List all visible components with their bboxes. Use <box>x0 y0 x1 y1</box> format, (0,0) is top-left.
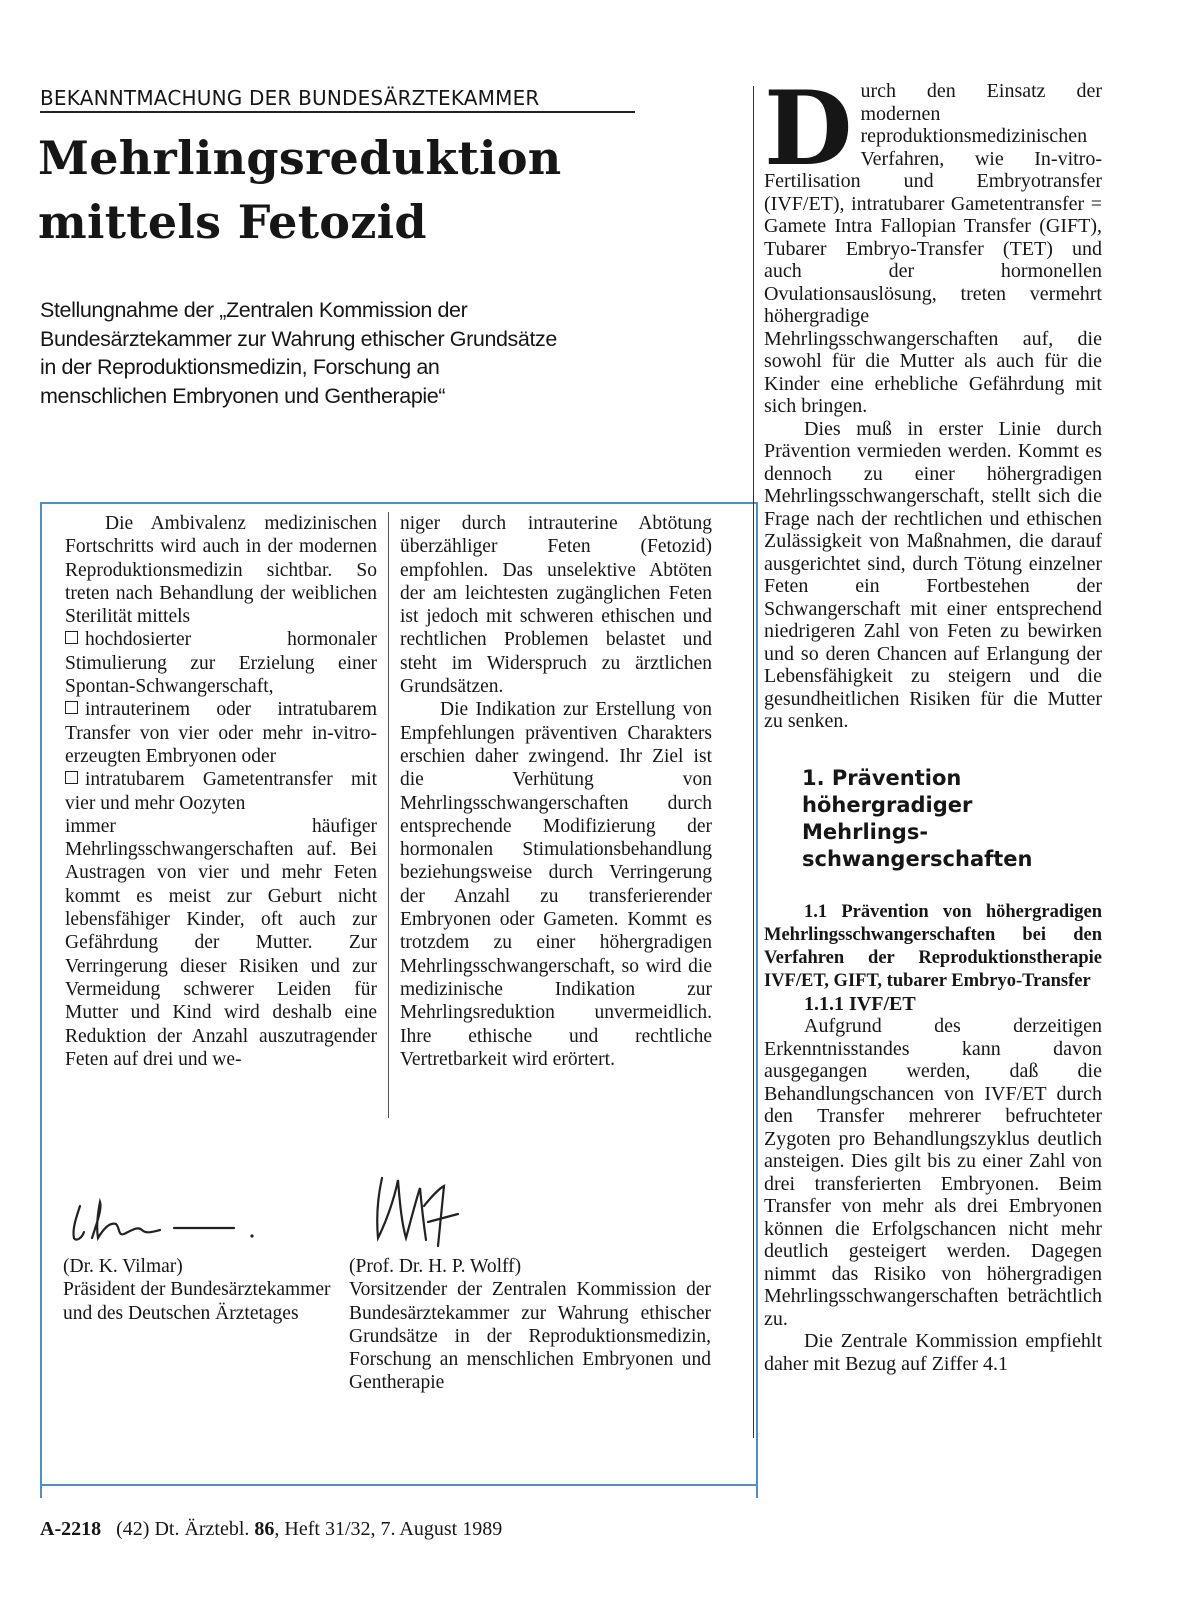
signatory-role: Vorsitzender der Zentralen Kommission der Bundesärztekammer zur Wahrung ethischer Grundsätze in der Reproduktionsmedizin, Forschung an menschlichen Embryonen und Gentherapie <box>349 1279 711 1394</box>
preface-intro: Die Ambivalenz medizinischen Fortschritts wird auch in der modernen Reproduktionsmedizin sichtbar. So treten nach Behandlung der weiblichen Sterilität mittels <box>65 513 377 628</box>
title-line-2: mittels Fetozid <box>38 195 427 249</box>
preface-paragraph: Die Indikation zur Erstellung von Empfehlungen präventiven Charakters erschien daher zwingend. Ihr Ziel ist die Verhütung von Mehrlingsschwangerschaften durch entsprechende Modifizierung der hormonalen Stimulationsbehandlung beziehungsweise durch Verringerung der Anzahl zu transferierender Embryonen oder Gameten. Kommt es trotzdem zu einer höhergradigen Mehrlingsschwangerschaft, so wird die medizinische Indikation zur Mehrlingsreduktion unvermeidlich. Ihre ethische und rechtliche Vertretbarkeit wird erörtert. <box>400 699 712 1070</box>
column-divider <box>388 812 389 1118</box>
issue-info: , Heft 31/32, 7. August 1989 <box>274 1518 503 1540</box>
title-line-1: Mehrlingsreduktion <box>38 131 562 185</box>
preface-left-column <box>65 512 377 1071</box>
signatory-role: Präsident der Bundesärztekammer und des Deutschen Ärztetages <box>63 1279 331 1324</box>
volume: 86 <box>254 1518 275 1540</box>
preface-continuation: immer häufiger Mehrlingsschwangerschaften auf. Bei Austragen von vier und mehr Feten kommt es meist zur Geburt nicht lebensfähiger Kinder, oft auch zur Gefährdung der Mutter. Zur Verringerung dieser Risiken und zur Vermeidung schwerer Leiden für Mutter und Kind wird deshalb eine Reduktion der Anzahl auszutragender Feten auf drei und we- <box>65 815 377 1070</box>
box-corner-mark <box>756 1486 758 1498</box>
checkbox-bullet-icon <box>65 631 78 644</box>
issue-number: (42) <box>116 1518 150 1540</box>
checkbox-bullet-icon <box>65 771 78 784</box>
preface-paragraph: niger durch intrauterine Abtötung überzähliger Feten (Fetozid) empfohlen. Das unselektive Abtöten der am leichtesten zugänglichen Feten ist jedoch mit schweren ethischen und rechtlichen Problemen belastet und steht im Widerspruch zu ärztlichen Grundsätzen. <box>400 513 712 698</box>
preface-right-column <box>400 512 712 1071</box>
section-heading: 1. Prävention höhergradiger Mehrlings- schwangerschaften <box>802 765 1033 871</box>
signature-wolff <box>362 1166 472 1256</box>
lede <box>40 296 680 410</box>
page-id: A-2218 <box>40 1518 102 1540</box>
body-paragraph: Dies muß in erster Linie durch Prävention vermieden werden. Kommt es dennoch zu einer höhergradigen Mehrlingsschwangerschaft, stellt sich die Frage nach der rechtlichen und ethischen Zulässigkeit von Maßnahmen, die darauf ausgerichtet sind, durch Tötung einzelner Feten ein Fortbestehen der Schwangerschaft mit einer entsprechend niedrigeren Zahl von Feten zu bewirken und so deren Chancen auf Erlangung der Lebensfähigkeit zu steigern und die gesundheitlichen Risiken für die Mutter zu senken. <box>764 417 1102 732</box>
signature-vilmar <box>62 1178 262 1256</box>
signatory-name: (Prof. Dr. H. P. Wolff) <box>349 1256 522 1277</box>
kicker: BEKANNTMACHUNG DER BUNDESÄRZTEKAMMER <box>40 85 635 113</box>
dropcap: D <box>764 69 853 189</box>
page-title <box>38 126 678 254</box>
signatory-name: (Dr. K. Vilmar) <box>63 1256 183 1277</box>
list-item: intratubarem Gametentransfer mit vier und mehr Oozyten <box>65 769 377 814</box>
intro-paragraph: Durch den Einsatz der modernen reproduktionsmedizinischen Verfahren, wie In-vitro-Fertilisation und Embryotransfer (IVF/ET), intratubarer Gametentransfer = Gamete Intra Fallopian Transfer (GIFT), Tubarer Embryo-Transfer (TET) und auch der hormonellen Ovulationsauslösung, treten vermehrt höhergradige Mehrlingsschwangerschaften auf, die sowohl für die Mutter als auch für die Kinder eine erhebliche Gefährdung mit sich bringen. <box>764 69 1102 417</box>
column-divider <box>388 512 389 812</box>
subsubsection-heading: 1.1.1 IVF/ET <box>804 992 916 1015</box>
checkbox-bullet-icon <box>65 701 78 714</box>
list-item: intrauterinem oder intratubarem Transfer von vier oder mehr in-vitro-erzeugten Embryonen oder <box>65 699 377 767</box>
signatory-wolff <box>349 1255 711 1395</box>
lede-line: in der Reproduktionsmedizin, Forschung an <box>40 355 440 379</box>
body-paragraph: Aufgrund des derzeitigen Erkenntnisstandes kann davon ausgegangen werden, daß die Behandlungschancen von IVF/ET durch den Transfer mehrerer befruchteter Zygoten pro Behandlungszyklus deutlich ansteigen. Dies gilt bis zu einer Zahl von drei transferierten Embryonen. Beim Transfer von mehr als drei Embryonen können die Erfolgschancen nicht mehr deutlich gesteigert werden. Dagegen nimmt das Risiko von höhergradigen Mehrlingsschwangerschaften beträchtlich zu. <box>764 1015 1102 1330</box>
list-item: hochdosierter hormonaler Stimulierung zur Erzielung einer Spontan-Schwangerschaft, <box>65 629 377 698</box>
body-paragraph: Die Zentrale Kommission empfiehlt daher mit Bezug auf Ziffer 4.1 <box>764 1330 1102 1375</box>
journal-name: Dt. Ärztebl. <box>154 1518 250 1540</box>
box-corner-mark <box>40 1486 42 1498</box>
signatory-vilmar <box>63 1255 333 1325</box>
column-divider <box>753 86 754 1438</box>
subsection-heading: 1.1 Prävention von höhergradigen Mehrlingsschwangerschaften bei den Verfahren der Reproduktionstherapie IVF/ET, GIFT, tubarer Embryo-Transfer <box>764 901 1102 991</box>
page-footer <box>40 1518 502 1541</box>
article-body <box>764 69 1102 1375</box>
lede-line: menschlichen Embryonen und Gentherapie“ <box>40 383 446 408</box>
lede-line: Bundesärztekammer zur Wahrung ethischer Grundsätze <box>40 326 557 351</box>
lede-line: Stellungnahme der „Zentralen Kommission der <box>40 298 468 322</box>
